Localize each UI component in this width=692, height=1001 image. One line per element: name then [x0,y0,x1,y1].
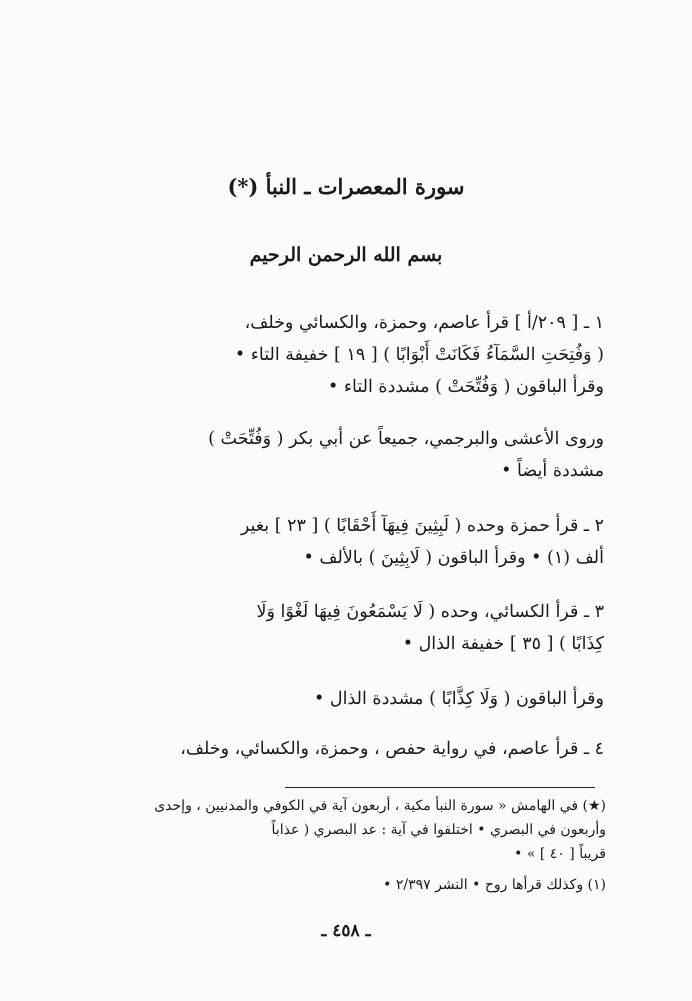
text-line: ٤ ـ قرأ عاصم، في رواية حفص ، وحمزة، والكسائي، وخلف، [180,739,604,759]
text-line: ألف (١) • وقرأ الباقون ( لَابِثِينَ ) بالألف • [303,548,604,568]
paragraph-1 [84,307,604,403]
paragraph-5 [84,683,604,715]
text-line: ١ ـ [ ٢٠٩/أ ] قرأ عاصم، وحمزة، والكسائي وخلف، [244,313,604,333]
text-line: مشددة أيضاً • [501,461,604,481]
footnote-line: (★) في الهامش « سورة النبأ مكية ، أربعون آية في الكوفي والمدنيين ، وإحدى [154,798,606,814]
page-number: ـ ٤٥٨ ـ [321,921,371,941]
text-line: ( وَفُتِحَتِ السَّمَآءُ فَكَانَتْ أَبْوَابًا ) [ ١٩ ] خفيفة التاء • [234,345,604,365]
surah-title: سورة المعصرات ـ النبأ (*) [227,174,465,199]
footnote-divider [285,787,595,788]
footnote-line: (١) وكذلك قرأها روح • النشر ٢/٣٩٧ • [383,877,606,893]
footnote-line: وأربعون في البصري • اختلفوا في آية : عد البصري ( عذاباً [271,822,606,838]
text-line: ٢ ـ قرأ حمزة وحده ( لَبِثِينَ فِيهَآ أَحْقَابًا ) [ ٢٣ ] بغير [240,516,604,536]
basmala: بسم الله الرحمن الرحيم [249,244,443,266]
paragraph-4 [84,596,604,660]
paragraph-6 [84,733,604,765]
footnote-line: قريباً [ ٤٠ ] » • [514,846,606,862]
footnote-1 [76,873,606,897]
text-line: ٣ ـ قرأ الكسائي، وحده ( لَا يَسْمَعُونَ فِيهَا لَغْوًا وَلَا [256,602,604,622]
footnote-star [76,794,606,866]
paragraph-3 [84,510,604,574]
text-line: وقرأ الباقون ( وَفُتِّحَتْ ) مشددة التاء • [327,377,604,397]
paragraph-2 [84,423,604,487]
text-line: كِذَابًا ) [ ٣٥ ] خفيفة الذال • [402,634,604,654]
text-line: وقرأ الباقون ( وَلَا كِذَّابًا ) مشددة الذال • [314,689,604,709]
text-line: وروى الأعشى والبرجمي، جميعاً عن أبي بكر ( وَفُتِّحَتْ ) [208,429,604,449]
